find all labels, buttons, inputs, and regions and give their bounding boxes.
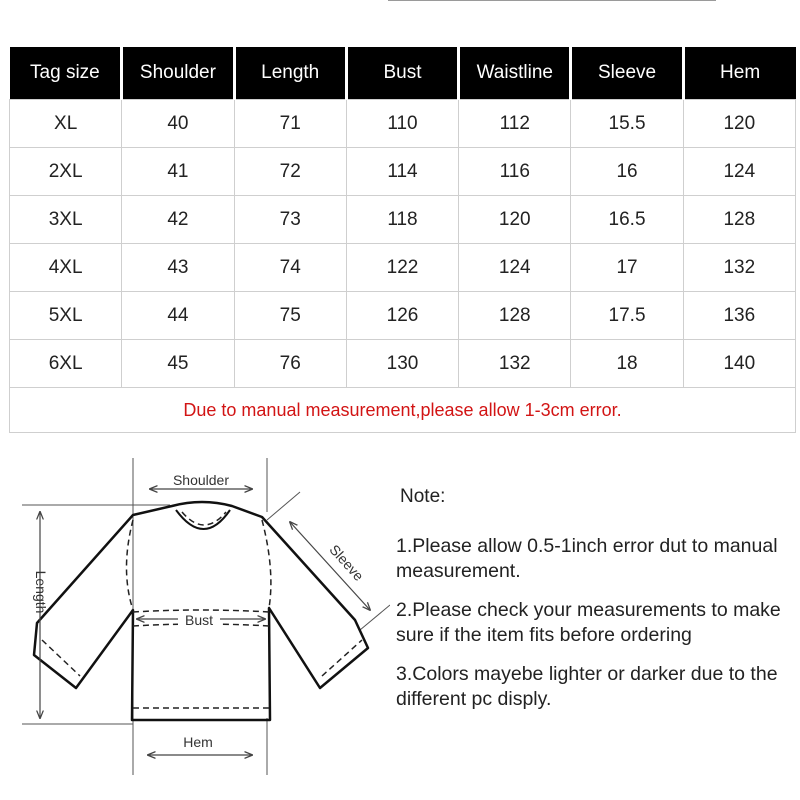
table-cell: 17 bbox=[571, 244, 683, 292]
header-shoulder: Shoulder bbox=[122, 47, 234, 100]
table-cell: 110 bbox=[346, 100, 458, 148]
notes-section bbox=[396, 486, 796, 726]
header-length: Length bbox=[234, 47, 346, 100]
note-item: 1.Please allow 0.5-1inch error dut to manual measurement. bbox=[396, 535, 778, 582]
table-cell: 76 bbox=[234, 340, 346, 388]
measurement-error-note: Due to manual measurement,please allow 1-3cm error. bbox=[10, 388, 796, 433]
table-row bbox=[10, 292, 796, 340]
table-cell: 114 bbox=[346, 148, 458, 196]
table-cell: 120 bbox=[459, 196, 571, 244]
size-chart-table bbox=[9, 47, 796, 433]
header-sleeve: Sleeve bbox=[571, 47, 683, 100]
table-cell: 42 bbox=[122, 196, 234, 244]
table-cell: 112 bbox=[459, 100, 571, 148]
table-cell: 71 bbox=[234, 100, 346, 148]
top-divider-line bbox=[388, 0, 716, 1]
table-header-row bbox=[10, 47, 796, 100]
table-cell: 126 bbox=[346, 292, 458, 340]
table-cell: 43 bbox=[122, 244, 234, 292]
table-cell: 73 bbox=[234, 196, 346, 244]
table-cell: 136 bbox=[683, 292, 795, 340]
notes-title: Note: bbox=[400, 486, 446, 507]
table-cell: 124 bbox=[459, 244, 571, 292]
note-item: 2.Please check your measurements to make sure if the item fits before ordering bbox=[396, 599, 781, 646]
table-cell: 140 bbox=[683, 340, 795, 388]
table-cell: 132 bbox=[459, 340, 571, 388]
table-row bbox=[10, 196, 796, 244]
table-cell: 4XL bbox=[10, 244, 122, 292]
table-cell: 74 bbox=[234, 244, 346, 292]
table-cell: 3XL bbox=[10, 196, 122, 244]
table-cell: 45 bbox=[122, 340, 234, 388]
shoulder-label: Shoulder bbox=[172, 472, 230, 488]
table-cell: 72 bbox=[234, 148, 346, 196]
table-cell: 120 bbox=[683, 100, 795, 148]
table-cell: 122 bbox=[346, 244, 458, 292]
table-cell: 130 bbox=[346, 340, 458, 388]
table-cell: XL bbox=[10, 100, 122, 148]
table-cell: 6XL bbox=[10, 340, 122, 388]
table-footer-row bbox=[10, 388, 796, 433]
table-cell: 40 bbox=[122, 100, 234, 148]
sleeve-label: Sleeve bbox=[326, 541, 367, 584]
hem-label: Hem bbox=[183, 734, 213, 750]
table-row bbox=[10, 100, 796, 148]
table-cell: 128 bbox=[683, 196, 795, 244]
table-row bbox=[10, 340, 796, 388]
table-cell: 5XL bbox=[10, 292, 122, 340]
table-cell: 16 bbox=[571, 148, 683, 196]
table-cell: 41 bbox=[122, 148, 234, 196]
table-cell: 2XL bbox=[10, 148, 122, 196]
header-hem: Hem bbox=[683, 47, 795, 100]
header-tag-size: Tag size bbox=[10, 47, 122, 100]
header-bust: Bust bbox=[346, 47, 458, 100]
header-waistline: Waistline bbox=[459, 47, 571, 100]
table-row bbox=[10, 148, 796, 196]
table-cell: 44 bbox=[122, 292, 234, 340]
table-cell: 18 bbox=[571, 340, 683, 388]
table-cell: 132 bbox=[683, 244, 795, 292]
table-cell: 116 bbox=[459, 148, 571, 196]
table-cell: 124 bbox=[683, 148, 795, 196]
table-cell: 75 bbox=[234, 292, 346, 340]
table-row bbox=[10, 244, 796, 292]
table-cell: 16.5 bbox=[571, 196, 683, 244]
sweater-outline bbox=[34, 502, 368, 720]
table-cell: 15.5 bbox=[571, 100, 683, 148]
length-label: Length bbox=[33, 570, 49, 614]
garment-measurement-diagram bbox=[0, 455, 390, 800]
table-cell: 128 bbox=[459, 292, 571, 340]
table-cell: 17.5 bbox=[571, 292, 683, 340]
table-cell: 118 bbox=[346, 196, 458, 244]
bust-label: Bust bbox=[184, 612, 214, 628]
note-item: 3.Colors mayebe lighter or darker due to the different pc disply. bbox=[396, 663, 778, 710]
